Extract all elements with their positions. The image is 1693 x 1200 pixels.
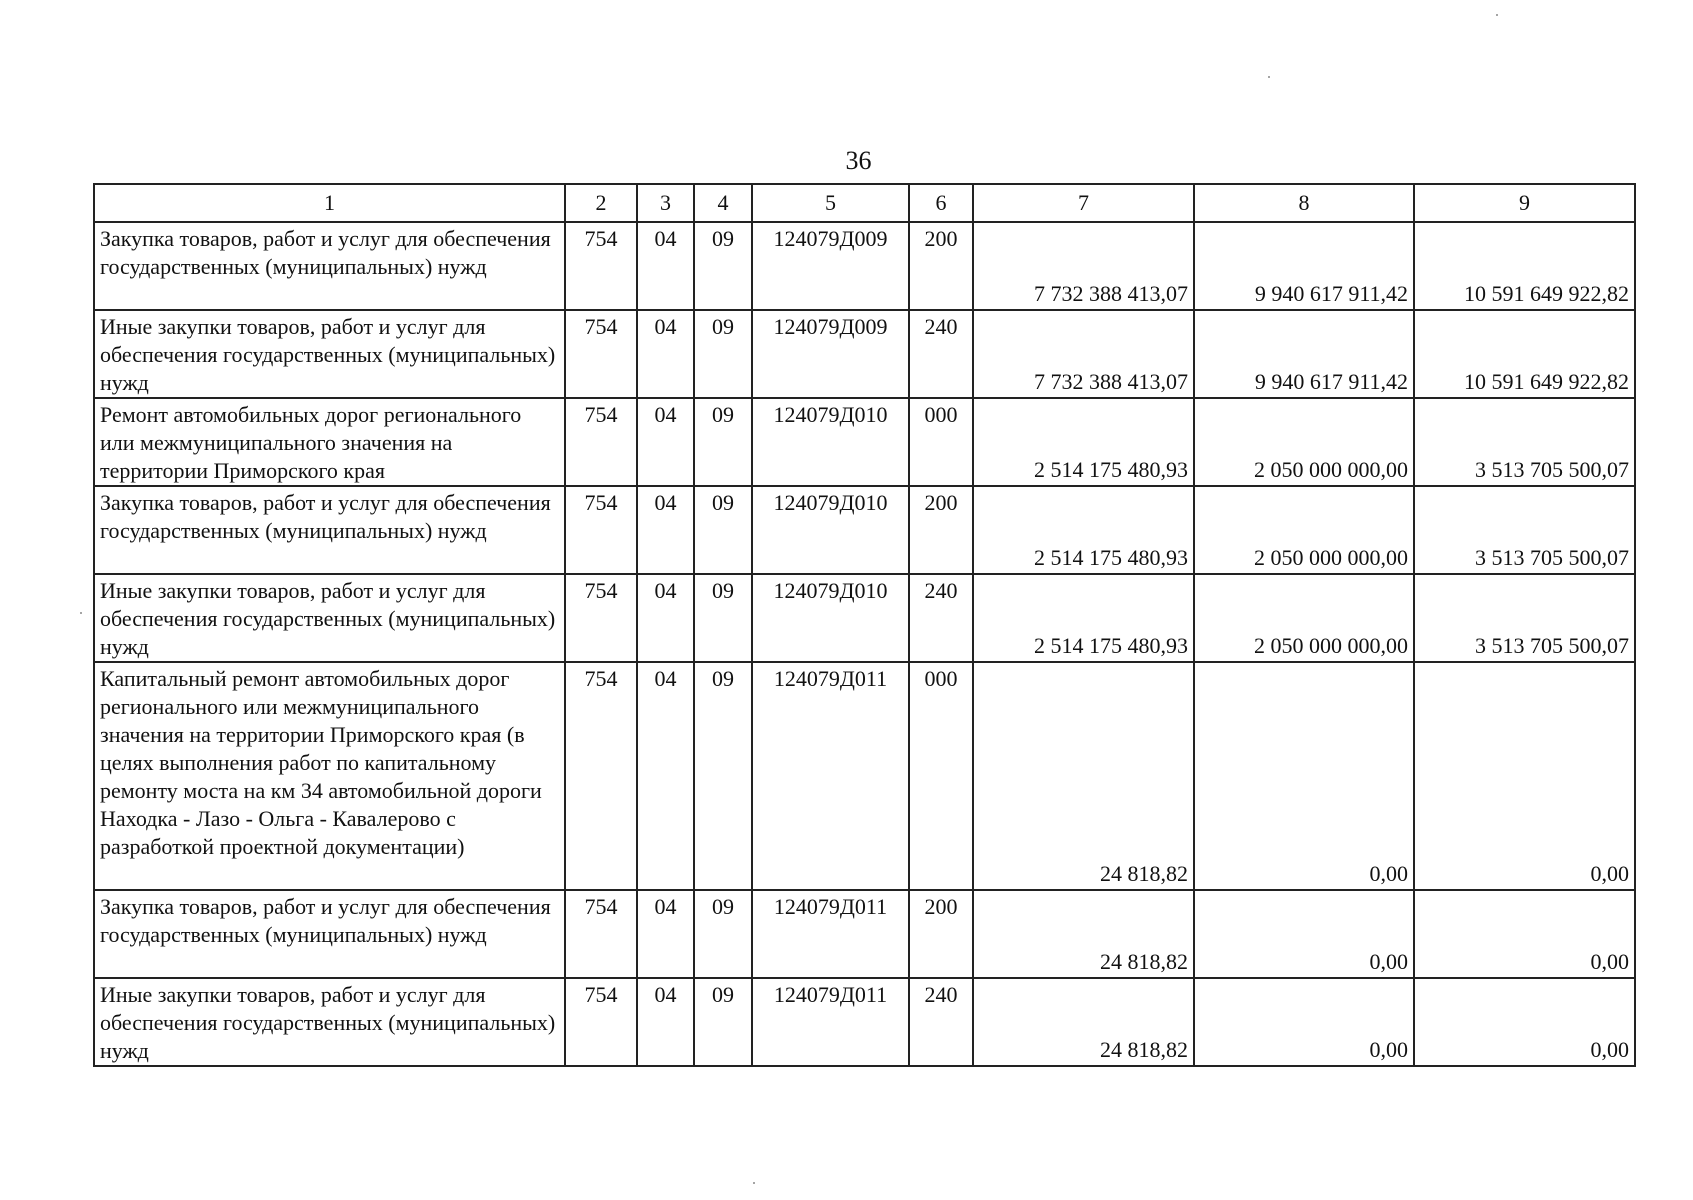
row-code-3: 04 bbox=[637, 662, 694, 890]
scan-speck bbox=[753, 1182, 755, 1184]
row-code-4: 09 bbox=[694, 310, 752, 398]
column-header: 7 bbox=[973, 184, 1194, 222]
row-code-6: 000 bbox=[909, 662, 973, 890]
row-code-2: 754 bbox=[565, 486, 637, 574]
row-code-6: 200 bbox=[909, 486, 973, 574]
row-code-5: 124079Д011 bbox=[752, 978, 909, 1066]
row-amount-9: 0,00 bbox=[1414, 890, 1635, 978]
row-code-5: 124079Д011 bbox=[752, 662, 909, 890]
column-header: 2 bbox=[565, 184, 637, 222]
row-description: Закупка товаров, работ и услуг для обеспечения государственных (муниципальных) нужд bbox=[94, 486, 565, 574]
row-code-3: 04 bbox=[637, 222, 694, 310]
column-header: 6 bbox=[909, 184, 973, 222]
budget-table bbox=[93, 183, 1636, 1067]
row-description: Капитальный ремонт автомобильных дорог регионального или межмуниципального значения на территории Приморского края (в целях выполнения работ по капитальному ремонту моста на км 34 автомобильной дороги Находка - Лазо - Ольга - Кавалерово с разработкой проектной документации) bbox=[94, 662, 565, 890]
row-code-6: 240 bbox=[909, 574, 973, 662]
row-code-3: 04 bbox=[637, 486, 694, 574]
column-header: 9 bbox=[1414, 184, 1635, 222]
row-code-4: 09 bbox=[694, 978, 752, 1066]
row-code-3: 04 bbox=[637, 574, 694, 662]
row-code-5: 124079Д010 bbox=[752, 398, 909, 486]
table-row bbox=[94, 890, 1635, 978]
row-amount-8: 2 050 000 000,00 bbox=[1194, 398, 1414, 486]
row-code-2: 754 bbox=[565, 222, 637, 310]
row-code-5: 124079Д009 bbox=[752, 310, 909, 398]
row-amount-8: 9 940 617 911,42 bbox=[1194, 310, 1414, 398]
scan-speck bbox=[80, 612, 82, 614]
row-code-4: 09 bbox=[694, 574, 752, 662]
row-code-5: 124079Д010 bbox=[752, 574, 909, 662]
row-code-2: 754 bbox=[565, 398, 637, 486]
scan-speck bbox=[1268, 76, 1270, 78]
row-code-3: 04 bbox=[637, 978, 694, 1066]
row-code-6: 200 bbox=[909, 222, 973, 310]
row-code-3: 04 bbox=[637, 890, 694, 978]
row-code-5: 124079Д010 bbox=[752, 486, 909, 574]
column-header: 4 bbox=[694, 184, 752, 222]
row-code-6: 000 bbox=[909, 398, 973, 486]
column-header: 5 bbox=[752, 184, 909, 222]
row-amount-8: 0,00 bbox=[1194, 978, 1414, 1066]
row-amount-9: 3 513 705 500,07 bbox=[1414, 398, 1635, 486]
table-row bbox=[94, 398, 1635, 486]
row-code-2: 754 bbox=[565, 574, 637, 662]
row-amount-7: 2 514 175 480,93 bbox=[973, 574, 1194, 662]
row-amount-9: 0,00 bbox=[1414, 662, 1635, 890]
row-description: Ремонт автомобильных дорог регионального или межмуниципального значения на территории Приморского края bbox=[94, 398, 565, 486]
row-code-4: 09 bbox=[694, 222, 752, 310]
row-amount-9: 0,00 bbox=[1414, 978, 1635, 1066]
column-header: 1 bbox=[94, 184, 565, 222]
row-code-5: 124079Д011 bbox=[752, 890, 909, 978]
row-amount-8: 0,00 bbox=[1194, 890, 1414, 978]
table-row bbox=[94, 486, 1635, 574]
row-code-5: 124079Д009 bbox=[752, 222, 909, 310]
row-code-2: 754 bbox=[565, 310, 637, 398]
row-code-2: 754 bbox=[565, 978, 637, 1066]
row-amount-7: 24 818,82 bbox=[973, 890, 1194, 978]
row-code-4: 09 bbox=[694, 486, 752, 574]
table-row bbox=[94, 574, 1635, 662]
column-header: 8 bbox=[1194, 184, 1414, 222]
row-code-6: 240 bbox=[909, 978, 973, 1066]
column-header: 3 bbox=[637, 184, 694, 222]
row-amount-8: 0,00 bbox=[1194, 662, 1414, 890]
row-code-6: 200 bbox=[909, 890, 973, 978]
page-number: 36 bbox=[845, 146, 872, 175]
row-amount-7: 24 818,82 bbox=[973, 978, 1194, 1066]
row-code-3: 04 bbox=[637, 398, 694, 486]
table-row bbox=[94, 310, 1635, 398]
row-amount-9: 3 513 705 500,07 bbox=[1414, 486, 1635, 574]
row-code-2: 754 bbox=[565, 662, 637, 890]
row-amount-8: 2 050 000 000,00 bbox=[1194, 486, 1414, 574]
row-description: Иные закупки товаров, работ и услуг для обеспечения государственных (муниципальных) нужд bbox=[94, 310, 565, 398]
table-row bbox=[94, 978, 1635, 1066]
row-amount-7: 2 514 175 480,93 bbox=[973, 398, 1194, 486]
row-description: Закупка товаров, работ и услуг для обеспечения государственных (муниципальных) нужд bbox=[94, 222, 565, 310]
row-amount-8: 9 940 617 911,42 bbox=[1194, 222, 1414, 310]
row-amount-9: 10 591 649 922,82 bbox=[1414, 222, 1635, 310]
row-amount-8: 2 050 000 000,00 bbox=[1194, 574, 1414, 662]
row-code-2: 754 bbox=[565, 890, 637, 978]
row-code-6: 240 bbox=[909, 310, 973, 398]
row-amount-7: 2 514 175 480,93 bbox=[973, 486, 1194, 574]
row-amount-7: 7 732 388 413,07 bbox=[973, 222, 1194, 310]
row-code-4: 09 bbox=[694, 398, 752, 486]
row-description: Иные закупки товаров, работ и услуг для обеспечения государственных (муниципальных) нужд bbox=[94, 978, 565, 1066]
row-amount-7: 7 732 388 413,07 bbox=[973, 310, 1194, 398]
row-description: Закупка товаров, работ и услуг для обеспечения государственных (муниципальных) нужд bbox=[94, 890, 565, 978]
row-amount-9: 10 591 649 922,82 bbox=[1414, 310, 1635, 398]
table-row bbox=[94, 222, 1635, 310]
table-row bbox=[94, 662, 1635, 890]
row-amount-9: 3 513 705 500,07 bbox=[1414, 574, 1635, 662]
row-code-4: 09 bbox=[694, 890, 752, 978]
scan-speck bbox=[1496, 14, 1498, 16]
row-description: Иные закупки товаров, работ и услуг для обеспечения государственных (муниципальных) нужд bbox=[94, 574, 565, 662]
row-amount-7: 24 818,82 bbox=[973, 662, 1194, 890]
row-code-4: 09 bbox=[694, 662, 752, 890]
column-number-row bbox=[94, 184, 1635, 222]
row-code-3: 04 bbox=[637, 310, 694, 398]
